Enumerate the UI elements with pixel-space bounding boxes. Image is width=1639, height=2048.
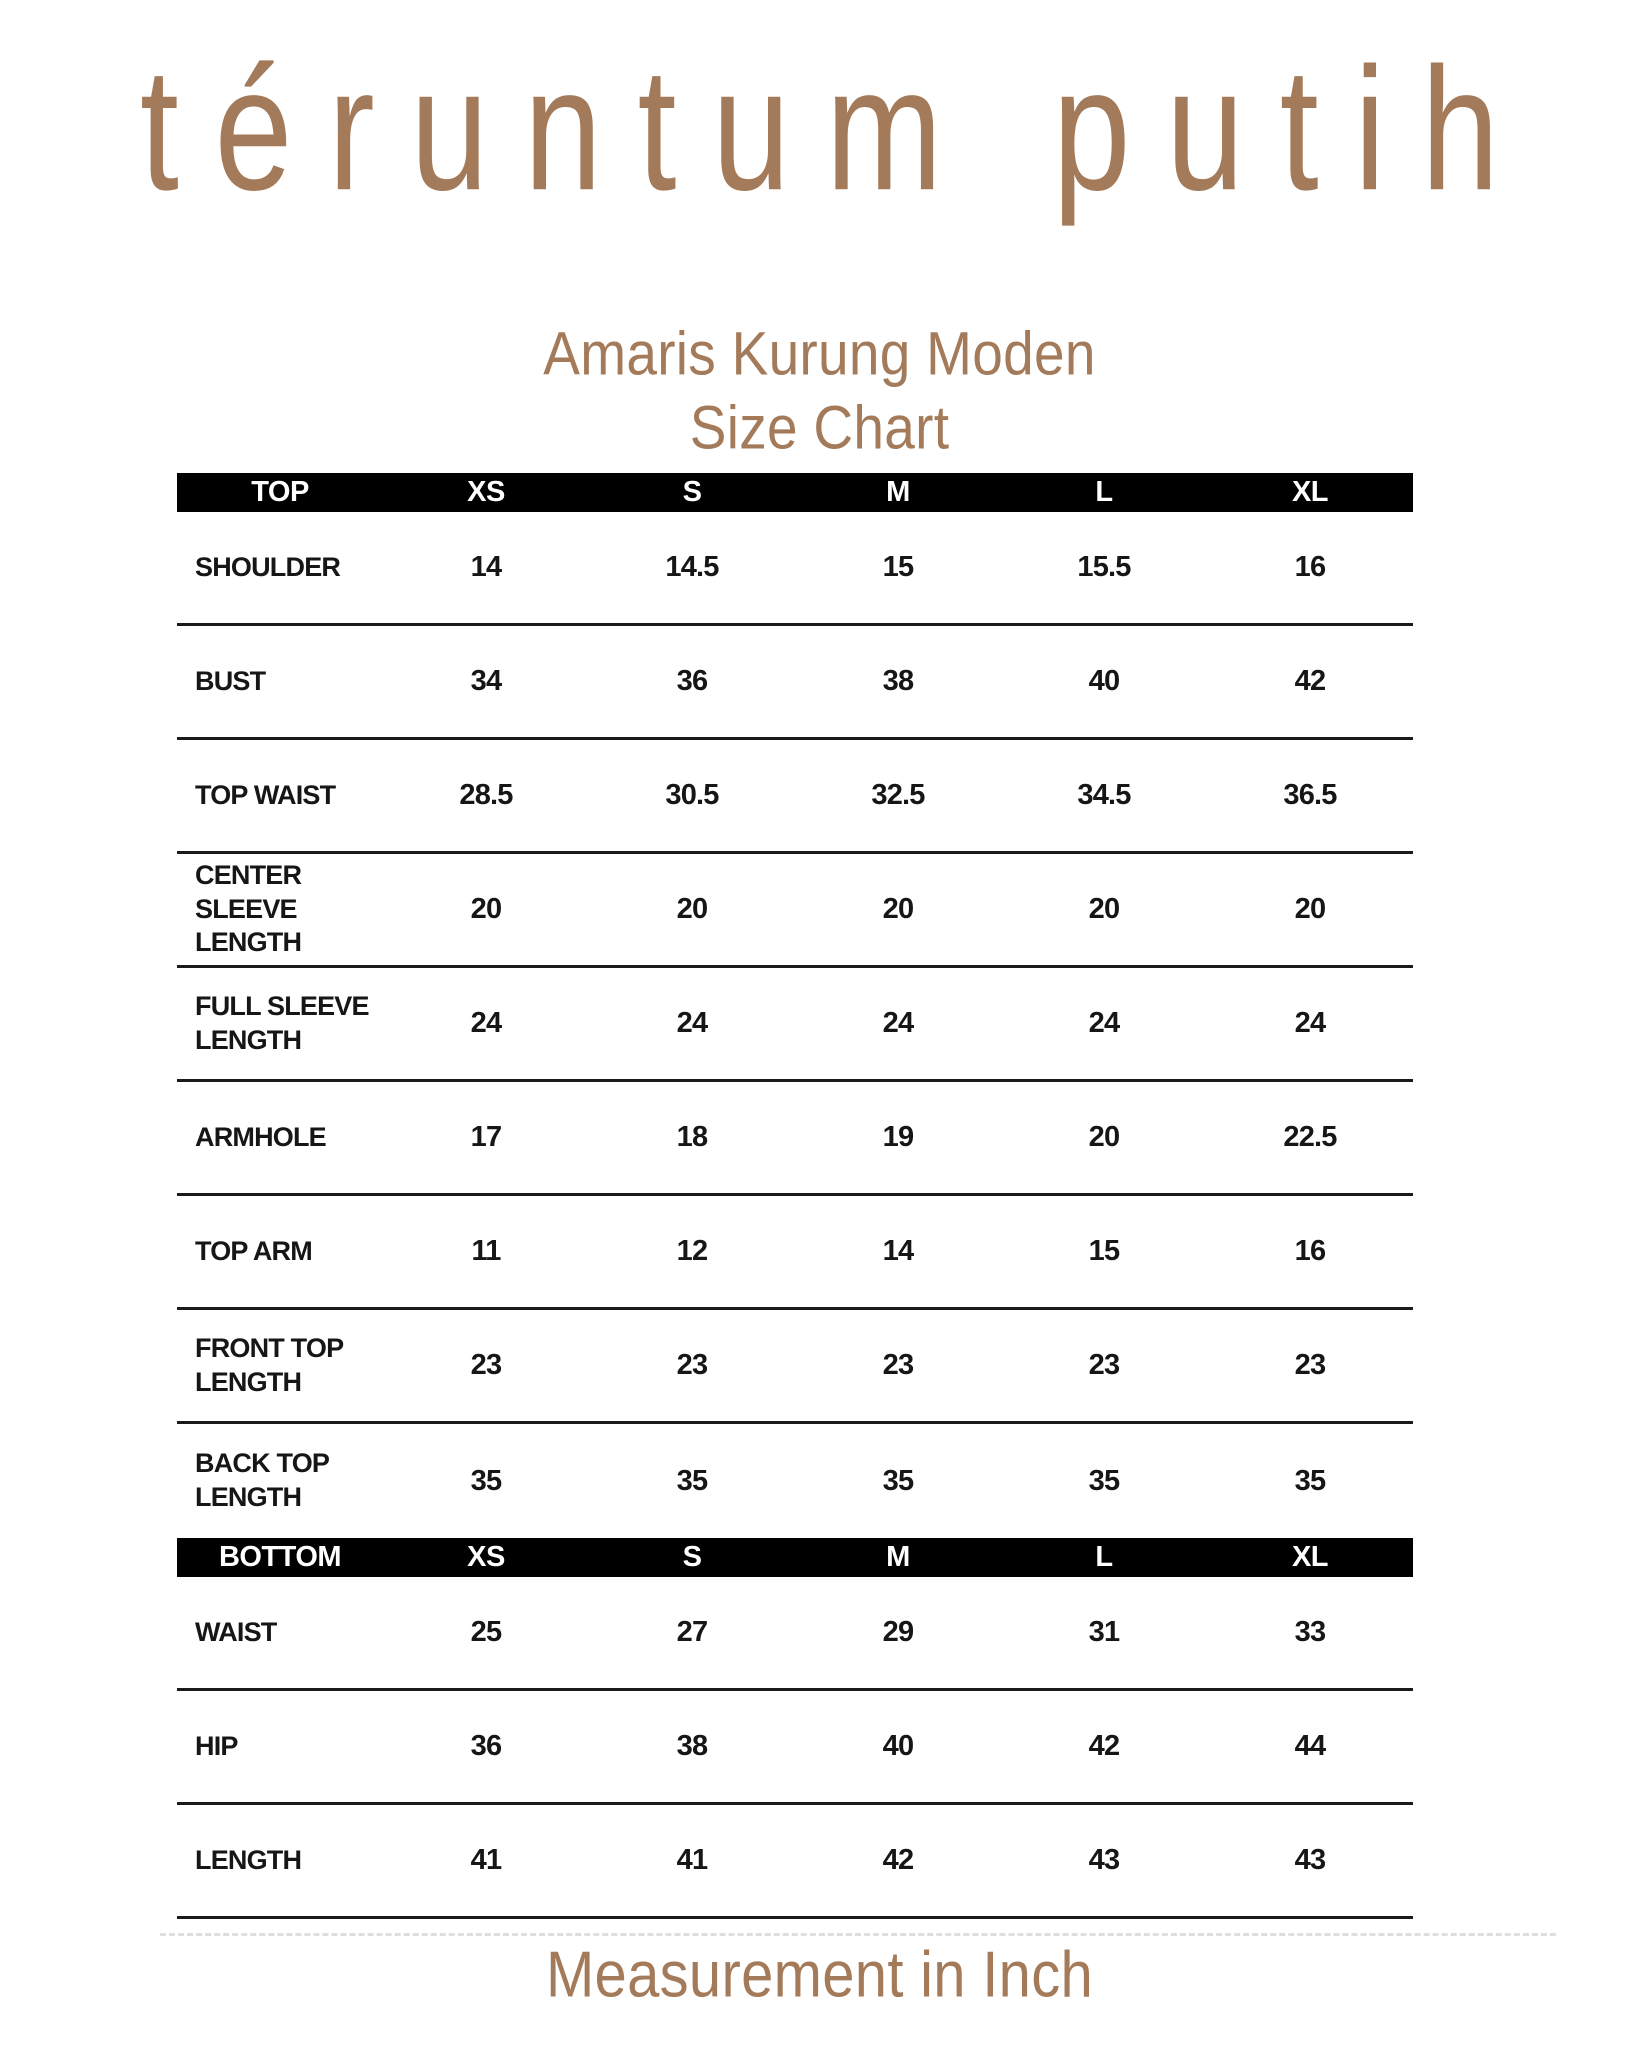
measurement-value: 16 xyxy=(1294,1235,1326,1267)
measurement-value: 14 xyxy=(470,551,502,583)
measurement-label: ARMHOLE xyxy=(195,1121,326,1152)
section-header-cell: TOP xyxy=(251,476,309,508)
size-column-header-cell: XL xyxy=(1291,476,1329,508)
measurement-value: 36.5 xyxy=(1283,779,1337,811)
measurement-value: 20 xyxy=(1088,893,1120,925)
measurement-value: 36 xyxy=(470,1730,502,1762)
measurement-value: 20 xyxy=(676,893,708,925)
measurement-value: 24 xyxy=(882,1007,914,1039)
measurement-value: 15.5 xyxy=(1077,551,1131,583)
measurement-row xyxy=(177,968,1413,1082)
measurement-value: 42 xyxy=(1294,665,1326,697)
product-name: Amaris Kurung Moden xyxy=(543,318,1096,388)
size-column-header-cell: XS xyxy=(467,1541,505,1573)
measurement-value: 12 xyxy=(676,1235,708,1267)
measurement-row xyxy=(177,1082,1413,1196)
size-column-header-cell: M xyxy=(886,476,910,508)
measurement-unit-note-wrap xyxy=(0,1936,1639,2012)
measurement-label: BACK TOP LENGTH xyxy=(195,1448,329,1512)
measurement-value: 23 xyxy=(676,1349,708,1381)
measurement-value: 35 xyxy=(1294,1464,1326,1497)
measurement-value: 20 xyxy=(470,893,502,925)
measurement-value: 41 xyxy=(676,1844,708,1876)
measurement-unit-note: Measurement in Inch xyxy=(545,1938,1094,2012)
measurement-value: 38 xyxy=(676,1730,708,1762)
measurement-label: CENTER SLEEVE LENGTH xyxy=(195,859,302,958)
measurement-value: 20 xyxy=(1088,1121,1120,1153)
measurement-row xyxy=(177,1196,1413,1310)
measurement-value: 35 xyxy=(676,1464,708,1497)
measurement-value: 34 xyxy=(470,665,502,697)
measurement-value: 11 xyxy=(471,1235,501,1267)
measurement-value: 20 xyxy=(1294,893,1326,925)
measurement-value: 30.5 xyxy=(665,779,719,811)
chart-title xyxy=(0,316,1639,464)
measurement-value: 43 xyxy=(1294,1844,1326,1876)
measurement-value: 23 xyxy=(1294,1349,1326,1381)
measurement-label: FULL SLEEVE LENGTH xyxy=(195,990,369,1055)
measurement-row xyxy=(177,1577,1413,1691)
measurement-row xyxy=(177,1805,1413,1919)
measurement-row xyxy=(177,740,1413,854)
measurement-value: 44 xyxy=(1294,1730,1326,1762)
measurement-value: 15 xyxy=(1088,1235,1120,1267)
measurement-value: 18 xyxy=(676,1121,708,1153)
measurement-label: FRONT TOP LENGTH xyxy=(195,1332,343,1397)
measurement-value: 41 xyxy=(470,1844,502,1876)
measurement-label: TOP WAIST xyxy=(195,779,336,810)
measurement-value: 16 xyxy=(1294,551,1326,583)
measurement-value: 25 xyxy=(470,1616,502,1648)
size-column-header-cell: L xyxy=(1095,476,1113,508)
measurement-row xyxy=(177,1310,1413,1424)
section-header-bar xyxy=(177,473,1413,512)
size-column-header-cell: XL xyxy=(1291,1541,1329,1573)
measurement-value: 27 xyxy=(676,1616,708,1648)
measurement-value: 32.5 xyxy=(871,779,925,811)
section-header-bar xyxy=(177,1538,1413,1577)
measurement-value: 24 xyxy=(1088,1007,1120,1039)
measurement-value: 22.5 xyxy=(1283,1121,1337,1153)
measurement-value: 40 xyxy=(882,1730,914,1762)
measurement-value: 14 xyxy=(882,1235,914,1267)
measurement-value: 24 xyxy=(1294,1007,1326,1039)
measurement-value: 28.5 xyxy=(459,779,513,811)
measurement-row xyxy=(177,1424,1413,1538)
measurement-label: HIP xyxy=(195,1730,238,1761)
measurement-label: BUST xyxy=(195,665,266,696)
measurement-row xyxy=(177,512,1413,626)
size-column-header-cell: M xyxy=(886,1541,910,1573)
measurement-value: 19 xyxy=(882,1121,914,1153)
measurement-value: 15 xyxy=(882,551,914,583)
section-header-cell: BOTTOM xyxy=(218,1541,342,1573)
size-table xyxy=(177,473,1413,1919)
brand-header xyxy=(0,28,1639,227)
measurement-value: 34.5 xyxy=(1077,779,1131,811)
size-column-header-cell: XS xyxy=(467,476,505,508)
measurement-value: 35 xyxy=(1088,1464,1120,1497)
measurement-value: 35 xyxy=(470,1464,502,1497)
measurement-value: 38 xyxy=(882,665,914,697)
measurement-row xyxy=(177,626,1413,740)
measurement-row xyxy=(177,854,1413,968)
brand-logo: téruntum putih xyxy=(139,30,1535,227)
measurement-value: 33 xyxy=(1294,1616,1326,1648)
size-column-header-cell: S xyxy=(682,476,702,508)
measurement-value: 31 xyxy=(1088,1616,1120,1648)
measurement-value: 23 xyxy=(470,1349,502,1381)
measurement-value: 17 xyxy=(470,1121,502,1153)
measurement-value: 35 xyxy=(882,1464,914,1497)
measurement-value: 42 xyxy=(1088,1730,1120,1762)
measurement-value: 24 xyxy=(676,1007,708,1039)
measurement-value: 23 xyxy=(1088,1349,1120,1381)
measurement-value: 14.5 xyxy=(665,551,719,583)
measurement-value: 36 xyxy=(676,665,708,697)
measurement-label: SHOULDER xyxy=(195,551,341,582)
size-column-header-cell: L xyxy=(1095,1541,1113,1573)
size-column-header-cell: S xyxy=(682,1541,702,1573)
measurement-value: 23 xyxy=(882,1349,914,1381)
measurement-row xyxy=(177,1691,1413,1805)
chart-subtitle: Size Chart xyxy=(689,392,950,462)
measurement-value: 43 xyxy=(1088,1844,1120,1876)
measurement-value: 24 xyxy=(470,1007,502,1039)
measurement-value: 42 xyxy=(882,1844,914,1876)
measurement-value: 20 xyxy=(882,893,914,925)
measurement-value: 40 xyxy=(1088,665,1120,697)
measurement-label: LENGTH xyxy=(195,1844,302,1875)
measurement-label: WAIST xyxy=(195,1616,277,1647)
measurement-value: 29 xyxy=(882,1616,914,1648)
measurement-label: TOP ARM xyxy=(195,1235,312,1266)
